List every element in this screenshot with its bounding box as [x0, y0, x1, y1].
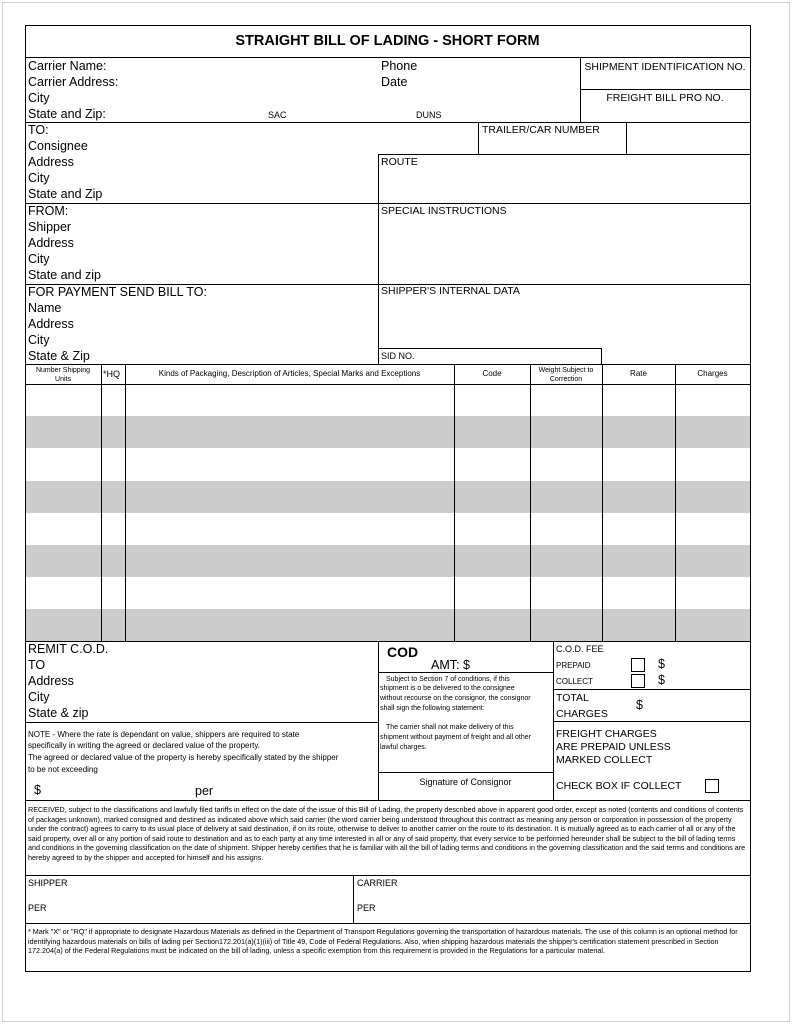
from-address-label: Address [28, 236, 74, 250]
column-header-units-line1: Number Shipping [35, 367, 91, 374]
table-row-shaded [25, 545, 750, 577]
carrier-state-zip-label: State and Zip: [28, 107, 106, 121]
carrier-signature-label: CARRIER [357, 878, 398, 888]
shipper-signature-label: SHIPPER [28, 878, 68, 888]
declared-value-dollar: $ [34, 783, 41, 797]
cod-subject-line-4: shall sign the following statement: [380, 705, 485, 712]
table-row-shaded [25, 609, 750, 641]
shipper-label: Shipper [28, 220, 72, 234]
from-state-zip-label: State and zip [28, 268, 101, 282]
cod-fee-heading: C.O.D. FEE [556, 644, 604, 654]
freight-bill-pro-label: FREIGHT BILL PRO NO. [606, 92, 724, 104]
payment-name-label: Name [28, 301, 62, 315]
note-line-2: specifically in writing the agreed or declared value of the property. [28, 741, 260, 750]
to-address-label: Address [28, 155, 74, 169]
cod-amount-label: AMT: $ [431, 658, 470, 672]
collect-label: COLLECT [556, 677, 593, 686]
column-header-code: Code [482, 369, 502, 378]
check-box-if-collect-label: CHECK BOX IF COLLECT [556, 780, 682, 792]
cod-subject-line-3: without recourse on the consignor, the consignor [380, 695, 531, 702]
consignee-label: Consignee [28, 139, 88, 153]
column-header-weight-line2: Correction [549, 376, 583, 383]
prepaid-checkbox[interactable] [631, 658, 645, 672]
to-heading: TO: [28, 123, 49, 137]
payment-state-zip-label: State & Zip [28, 349, 90, 363]
cod-carrier-line-2: shipment without payment of freight and all other [380, 734, 531, 741]
table-row-shaded [25, 416, 750, 448]
hazmat-footnote: * Mark "X" or "RQ" if appropriate to designate Hazardous Materials as defined in the Department of Transport Regulations governing the transportation of hazardous materials. The use of this column is an optional method for identifying hazardous materials on bills of lading per Section172.201(a)(1)(iii) of Title 49, Code of Federal Regulations. Also, when shipping hazardous materials the shipper's certification statement prescribed in Section 172.204(a) of the Federal Regulations must be indicated on the bill of lading, unless a specific exemption from this requirement is provided in the Regulations for a particular material. [28, 927, 738, 956]
table-row-shaded [25, 481, 750, 513]
remit-state-zip-label: State & zip [28, 706, 89, 720]
from-heading: FROM: [28, 204, 69, 218]
shipper-per-label: PER [28, 903, 47, 913]
note-line-4: to be not exceeding [28, 765, 98, 774]
payment-address-label: Address [28, 317, 74, 331]
date-label: Date [381, 75, 408, 89]
collect-checkbox[interactable] [631, 674, 645, 688]
column-header-weight [530, 366, 602, 384]
column-header-units [25, 366, 101, 384]
total-charges-line-1: TOTAL [556, 692, 589, 704]
duns-label: DUNS [416, 110, 442, 120]
column-header-hq: *HQ [103, 369, 121, 379]
remit-city-label: City [28, 690, 50, 704]
to-city-label: City [28, 171, 50, 185]
carrier-city-label: City [28, 91, 50, 105]
shipment-id-label: SHIPMENT IDENTIFICATION NO. [584, 61, 746, 73]
prepaid-dollar: $ [658, 657, 665, 671]
route-label: ROUTE [381, 156, 418, 168]
page-title: STRAIGHT BILL OF LADING - SHORT FORM [235, 33, 540, 49]
cod-subject-line-1: Subject to Section 7 of conditions, if this [386, 676, 510, 683]
to-state-zip-label: State and Zip [28, 187, 103, 201]
carrier-address-label: Carrier Address: [28, 75, 119, 89]
remit-to-label: TO [28, 658, 46, 672]
collect-freight-checkbox[interactable] [705, 779, 719, 793]
remit-address-label: Address [28, 674, 74, 688]
collect-dollar: $ [658, 673, 665, 687]
cod-subject-line-2: shipment is o be delivered to the consignee [380, 685, 515, 692]
cod-carrier-line-1: The carrier shall not make delivery of this [386, 724, 514, 731]
column-header-units-line2: Units [55, 376, 71, 383]
column-header-weight-line1: Weight Subject to [538, 367, 594, 374]
phone-label: Phone [381, 59, 418, 73]
total-charges-line-2: CHARGES [556, 708, 608, 720]
note-line-3: The agreed or declared value of the property is hereby specifically stated by the shipper [28, 753, 339, 762]
column-header-kinds: Kinds of Packaging, Description of Articles, Special Marks and Exceptions [158, 369, 421, 378]
declared-value-per: per [195, 784, 214, 798]
freight-charges-line-2: ARE PREPAID UNLESS [556, 741, 671, 753]
remit-cod-heading: REMIT C.O.D. [28, 642, 109, 656]
shipper-internal-data-label: SHIPPER'S INTERNAL DATA [381, 285, 520, 297]
cod-carrier-line-3: lawful charges. [380, 744, 427, 751]
freight-charges-line-3: MARKED COLLECT [556, 754, 653, 766]
total-charges-dollar: $ [636, 698, 643, 712]
prepaid-label: PREPAID [556, 661, 591, 670]
received-terms-paragraph: RECEIVED, subject to the classifications and lawfully filed tariffs in effect on the date of the issue of this Bill of Lading, the property described above in apparent good order, except as noted (contents and conditions of contents of packages unknown), marked consigned and destined as indicated above which said carrier (the word carrier being understood throughout this contract as meaning any person or corporation in possession of the property under the contract) agrees to carry to its usual place of delivery at said destination, if on its route, otherwise to deliver to another carrier on the route to its destination. It is mutually agreed as to each carrier of all or any of the said property, over all or any portion of said route to destination and as to each party at any time interested in all or any of said property, that every service to be performed hereunder shall be subject to the bill of lading terms and conditions in the governing classification on the date of shipment. Shipper hereby certifies that he is familiar with all the bill of lading terms and conditions in the governing classification and the said terms and conditions are hereby agreed to by the shipper and accepted for himself and his assigns. [28, 805, 746, 862]
cod-title: COD [387, 644, 419, 660]
from-city-label: City [28, 252, 50, 266]
sid-no-label: SID NO. [381, 351, 415, 361]
column-header-charges: Charges [697, 369, 728, 378]
payment-city-label: City [28, 333, 50, 347]
payment-heading: FOR PAYMENT SEND BILL TO: [28, 285, 207, 299]
special-instructions-label: SPECIAL INSTRUCTIONS [381, 205, 507, 217]
carrier-name-label: Carrier Name: [28, 59, 107, 73]
column-header-rate: Rate [630, 369, 647, 378]
freight-charges-line-1: FREIGHT CHARGES [556, 728, 657, 740]
note-line-1: NOTE - Where the rate is dependant on value, shippers are required to state [28, 730, 300, 739]
signature-of-consignor-label: Signature of Consignor [419, 777, 512, 787]
carrier-per-label: PER [357, 903, 376, 913]
sac-label: SAC [268, 110, 287, 120]
trailer-car-label: TRAILER/CAR NUMBER [482, 124, 600, 136]
